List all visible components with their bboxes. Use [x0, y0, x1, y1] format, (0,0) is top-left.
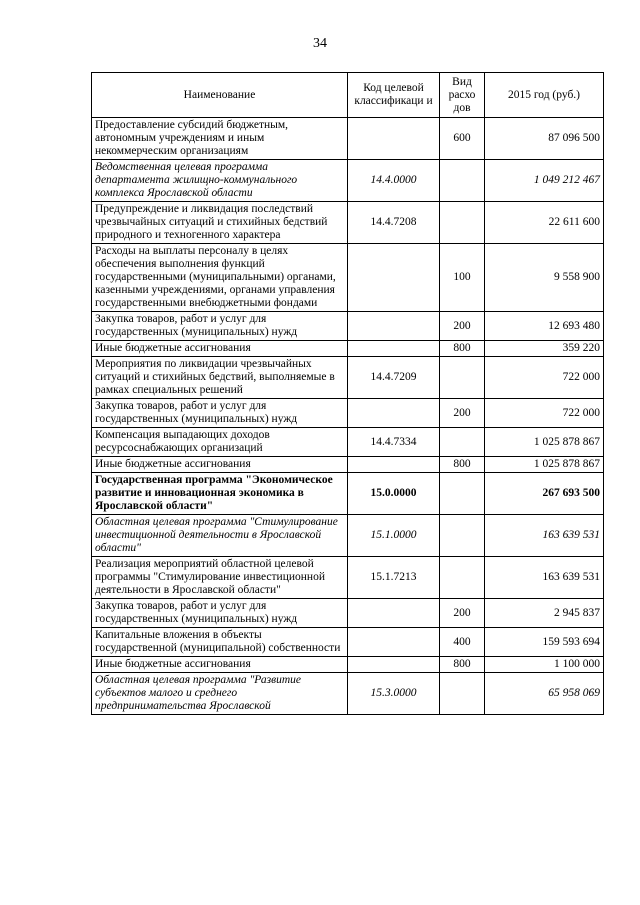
header-amount: 2015 год (руб.) [485, 73, 604, 118]
row-type: 800 [440, 457, 485, 473]
row-amount: 1 025 878 867 [485, 428, 604, 457]
row-type [440, 357, 485, 399]
row-name: Предупреждение и ликвидация последствий чрезвычайных ситуаций и стихийных бедствий природного и техногенного характера [92, 202, 348, 244]
table-row [92, 599, 604, 628]
table-row [92, 428, 604, 457]
row-amount: 359 220 [485, 341, 604, 357]
row-type: 800 [440, 657, 485, 673]
row-amount: 12 693 480 [485, 312, 604, 341]
row-type [440, 428, 485, 457]
table-row [92, 202, 604, 244]
row-type [440, 515, 485, 557]
row-amount: 1 025 878 867 [485, 457, 604, 473]
row-code: 15.1.0000 [348, 515, 440, 557]
row-name: Расходы на выплаты персоналу в целях обеспечения выполнения функций государственными (муниципальными) органами, казенными учреждениями, органами управления государственными внебюджетными фондами [92, 244, 348, 312]
row-amount: 2 945 837 [485, 599, 604, 628]
row-code: 15.0.0000 [348, 473, 440, 515]
row-type: 200 [440, 599, 485, 628]
row-amount: 9 558 900 [485, 244, 604, 312]
row-type [440, 160, 485, 202]
row-code: 14.4.0000 [348, 160, 440, 202]
row-name: Закупка товаров, работ и услуг для государственных (муниципальных) нужд [92, 399, 348, 428]
row-type [440, 673, 485, 715]
row-type: 200 [440, 399, 485, 428]
table-row [92, 673, 604, 715]
row-name: Закупка товаров, работ и услуг для государственных (муниципальных) нужд [92, 312, 348, 341]
table-row [92, 357, 604, 399]
row-code [348, 457, 440, 473]
row-name: Иные бюджетные ассигнования [92, 657, 348, 673]
row-name: Закупка товаров, работ и услуг для государственных (муниципальных) нужд [92, 599, 348, 628]
row-name: Капитальные вложения в объекты государственной (муниципальной) собственности [92, 628, 348, 657]
row-name: Областная целевая программа "Стимулирование инвестиционной деятельности в Ярославской области" [92, 515, 348, 557]
row-name: Иные бюджетные ассигнования [92, 341, 348, 357]
row-code [348, 599, 440, 628]
row-name: Реализация мероприятий областной целевой программы "Стимулирование инвестиционной деятельности в Ярославской области" [92, 557, 348, 599]
row-amount: 163 639 531 [485, 557, 604, 599]
budget-table [91, 72, 604, 715]
row-amount: 22 611 600 [485, 202, 604, 244]
table-row [92, 341, 604, 357]
row-code [348, 628, 440, 657]
row-amount: 1 049 212 467 [485, 160, 604, 202]
row-type [440, 473, 485, 515]
header-name: Наименование [92, 73, 348, 118]
row-code [348, 312, 440, 341]
table-row [92, 473, 604, 515]
row-amount: 722 000 [485, 399, 604, 428]
row-name: Ведомственная целевая программа департамента жилищно-коммунального комплекса Ярославской области [92, 160, 348, 202]
row-type: 400 [440, 628, 485, 657]
row-name: Компенсация выпадающих доходов ресурсоснабжающих организаций [92, 428, 348, 457]
row-amount: 87 096 500 [485, 118, 604, 160]
row-amount: 159 593 694 [485, 628, 604, 657]
row-type: 200 [440, 312, 485, 341]
row-code [348, 118, 440, 160]
row-code [348, 244, 440, 312]
row-code [348, 657, 440, 673]
table-row [92, 399, 604, 428]
table-row [92, 515, 604, 557]
row-type: 800 [440, 341, 485, 357]
table-header-row [92, 73, 604, 118]
row-amount: 65 958 069 [485, 673, 604, 715]
table-row [92, 557, 604, 599]
row-name: Областная целевая программа "Развитие субъектов малого и среднего предпринимательства Ярославской [92, 673, 348, 715]
table-row [92, 457, 604, 473]
row-name: Предоставление субсидий бюджетным, автономным учреждениям и иным некоммерческим организациям [92, 118, 348, 160]
header-code: Код целевой классификаци и [348, 73, 440, 118]
row-amount: 267 693 500 [485, 473, 604, 515]
table-row [92, 118, 604, 160]
table-row [92, 657, 604, 673]
row-amount: 1 100 000 [485, 657, 604, 673]
row-code: 15.1.7213 [348, 557, 440, 599]
row-type: 600 [440, 118, 485, 160]
table-row [92, 312, 604, 341]
row-amount: 722 000 [485, 357, 604, 399]
row-type: 100 [440, 244, 485, 312]
row-name: Иные бюджетные ассигнования [92, 457, 348, 473]
row-code [348, 399, 440, 428]
row-type [440, 557, 485, 599]
header-type: Вид расхо дов [440, 73, 485, 118]
row-code: 14.4.7208 [348, 202, 440, 244]
row-code [348, 341, 440, 357]
row-amount: 163 639 531 [485, 515, 604, 557]
table-row [92, 628, 604, 657]
row-name: Мероприятия по ликвидации чрезвычайных ситуаций и стихийных бедствий, выполняемые в рамках специальных решений [92, 357, 348, 399]
row-code: 15.3.0000 [348, 673, 440, 715]
row-code: 14.4.7334 [348, 428, 440, 457]
page-number: 34 [313, 36, 327, 51]
row-code: 14.4.7209 [348, 357, 440, 399]
table-row [92, 160, 604, 202]
table-row [92, 244, 604, 312]
row-type [440, 202, 485, 244]
row-name: Государственная программа "Экономическое развитие и инновационная экономика в Ярославской области" [92, 473, 348, 515]
